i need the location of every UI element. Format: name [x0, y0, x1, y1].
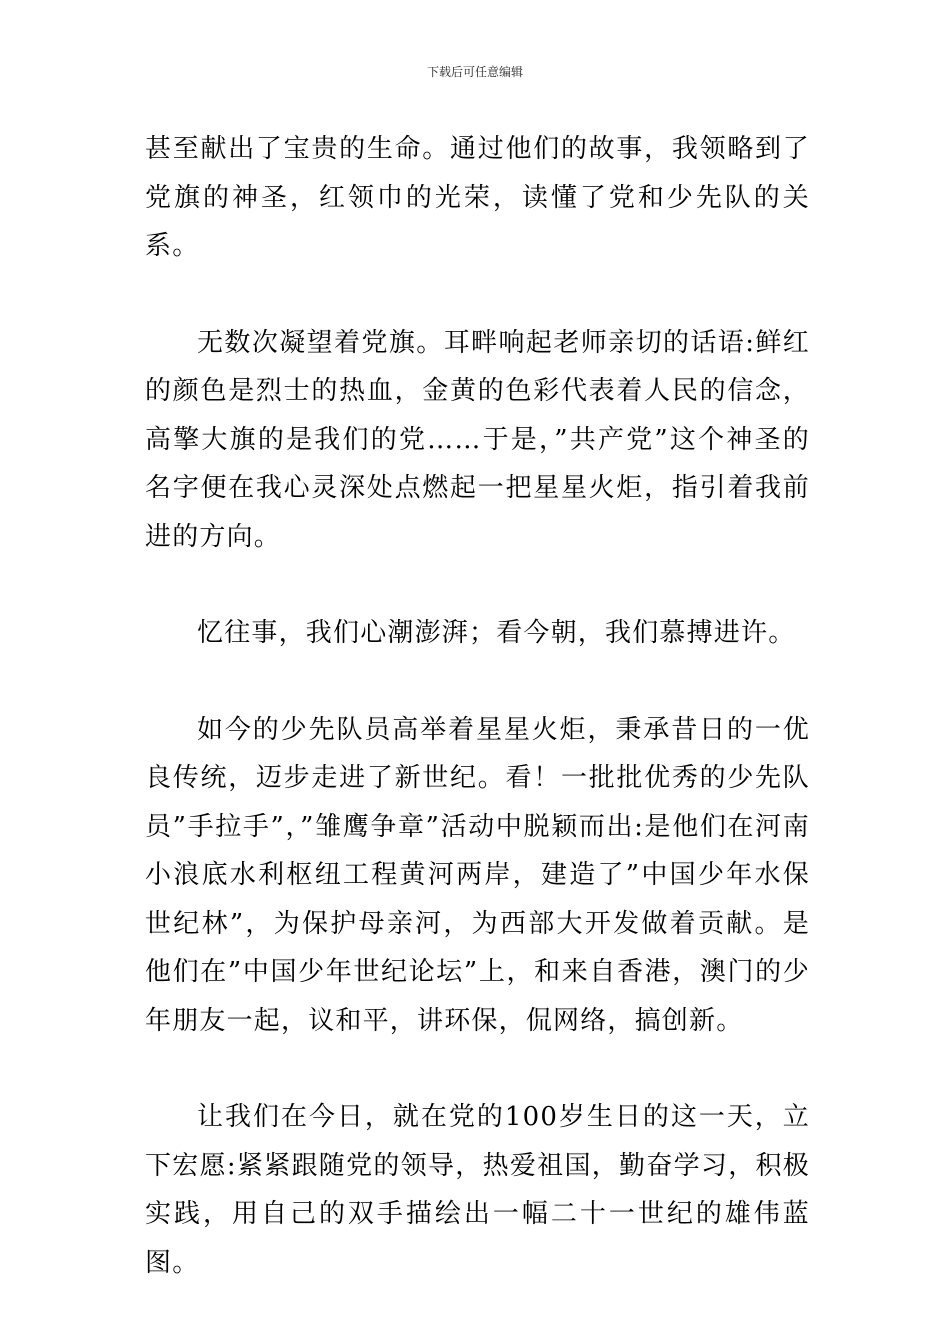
paragraph-spacer — [145, 1045, 810, 1093]
paragraph-resolution: 让我们在今日，就在党的100岁生日的这一天，立下宏愿:紧紧跟随党的领导，热爱祖国，勤奋学习，积极实践，用自己的双手描绘出一幅二十一世纪的雄伟蓝图。 — [145, 1102, 810, 1278]
paragraph-recollection: 忆往事，我们心潮澎湃；看今朝，我们慕搏进许。 — [197, 618, 796, 648]
paragraph-spacer — [145, 561, 810, 609]
header-note: 下载后可任意编辑 — [426, 65, 523, 79]
paragraph-spacer — [145, 271, 810, 319]
paragraph-young-pioneers: 如今的少先队员高举着星星火炬，秉承昔日的一优良传统，迈步走进了新世纪。看！一批批优秀的少先队员”手拉手”，”雏鹰争章”活动中脱颖而出:是他们在河南小浪底水利枢纽工程黄河两岸，建造了”中国少年水保世纪林”，为保护母亲河，为西部大开发做着贡献。是他们在”中国少年世纪论坛”上，和来自香港，澳门的少年朋友一起，议和平，讲环保，侃网络，搞创新。 — [145, 714, 810, 1036]
paragraph-party-flag: 无数次凝望着党旗。耳畔响起老师亲切的话语:鲜红的颜色是烈士的热血，金黄的色彩代表着人民的信念，高擎大旗的是我们的党……于是，”共产党”这个神圣的名字便在我心灵深处点燃起一把星星火炬，指引着我前进的方向。 — [145, 327, 810, 552]
paragraph-spacer — [145, 658, 810, 706]
paragraph-continuation: 甚至献出了宝贵的生命。通过他们的故事，我领略到了党旗的神圣，红领巾的光荣，读懂了党和少先队的关系。 — [145, 134, 810, 261]
document-body — [145, 125, 810, 1287]
